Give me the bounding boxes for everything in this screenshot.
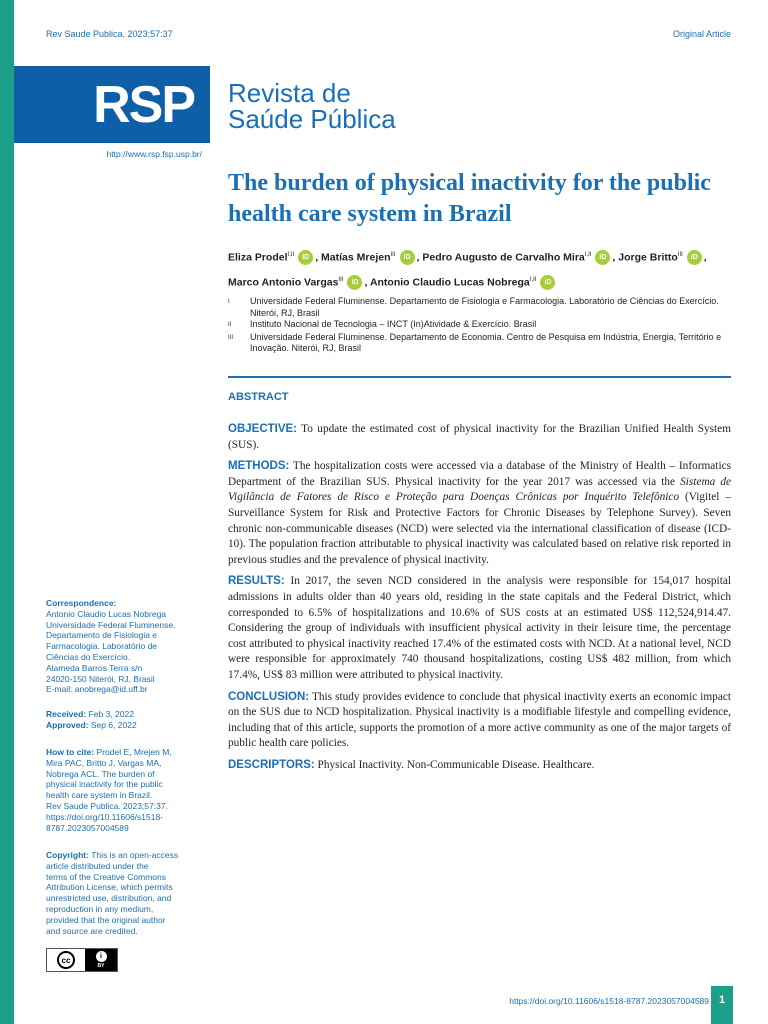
affiliations (228, 296, 728, 355)
author-name: Pedro Augusto de Carvalho Mira (422, 251, 585, 264)
author-name: Matías Mrejen (321, 251, 391, 264)
cite-line: Nobrega ACL. The burden of (46, 768, 155, 779)
affiliation-text: Universidade Federal Fluminense. Departamento de Economia. Centro de Pesquisa em Indústria, Energia, Território e Inovação. Niterói, RJ, Brasil (250, 331, 722, 353)
sidebar-line: 24020-150 Niterói, RJ, Brasil (46, 673, 155, 684)
author-affiliation-mark: III (338, 276, 344, 283)
received-line (46, 709, 191, 720)
orcid-icon[interactable]: iD (595, 250, 610, 265)
article-type: Original Article (672, 29, 731, 39)
copyright-label: Copyright: (46, 850, 89, 860)
copyright-line: reproduction in any medium, (46, 903, 154, 914)
abstract-divider (228, 376, 731, 378)
journal-name-line1: Revista de (228, 78, 351, 108)
conclusion-text: This study provides evidence to conclude that physical inactivity exerts an economic impact on the SUS due to NCD hospitalization. Physical inactivity is a modifiable lifestyle and compelling evidence, including that of this article, supports the promotion of a more active community as one of the major targets of public health care policies. (228, 690, 731, 750)
abstract-body (228, 422, 731, 779)
journal-logo-text: RSP (93, 75, 194, 134)
author-list (228, 244, 733, 293)
sidebar-line: Ciências do Exercício. (46, 651, 131, 662)
cite-line: Mira PAC, Britto J, Vargas MA, (46, 757, 162, 768)
cc-badge-right (85, 949, 117, 971)
page-number: 1 (711, 986, 733, 1024)
approved-label: Approved: (46, 719, 89, 730)
left-accent-bar (0, 0, 14, 1024)
conclusion-label: CONCLUSION: (228, 690, 310, 703)
footer-doi-link[interactable]: https://doi.org/10.11606/s1518-8787.2023057004589 (509, 996, 709, 1006)
approved-line (46, 720, 191, 731)
author-separator: , (315, 251, 322, 264)
copyright-block (46, 850, 191, 936)
journal-logo (14, 66, 210, 143)
copyright-line: This is an open-access (91, 850, 179, 860)
orcid-icon[interactable]: iD (400, 250, 415, 265)
results-label: RESULTS: (228, 575, 285, 588)
affiliation-item (228, 296, 728, 319)
abstract-heading: ABSTRACT (228, 391, 289, 403)
copyright-line: terms of the Creative Commons (46, 871, 166, 882)
affiliation-item (228, 332, 728, 355)
cite-line: health care system in Brazil. (46, 790, 153, 801)
author-separator: , (703, 251, 707, 264)
article-title: The burden of physical inactivity for the public health care system in Brazil (228, 170, 711, 227)
author-affiliation-mark: III (390, 252, 396, 258)
affiliation-text: Universidade Federal Fluminense. Departamento de Fisiologia e Farmacologia. Laboratório de Ciências do Exercício. Niterói, RJ, Brasil (250, 296, 719, 318)
journal-url-link[interactable]: http://www.rsp.fsp.usp.br/ (106, 149, 202, 159)
cc-by-license-badge[interactable] (46, 948, 118, 972)
affiliation-item (228, 319, 728, 332)
correspondence-block (46, 598, 191, 695)
cite-line: physical inactivity for the public (46, 779, 163, 790)
sidebar-line: E-mail: anobrega@id.uff.br (46, 684, 148, 695)
approved-date: Sep 6, 2022 (90, 719, 137, 730)
methods-label: METHODS: (228, 460, 290, 473)
abstract-conclusion (228, 690, 731, 752)
orcid-icon[interactable]: iD (347, 275, 362, 290)
author-name: Jorge Britto (618, 251, 678, 264)
objective-label: OBJECTIVE: (228, 423, 298, 435)
affiliation-mark: II (228, 322, 232, 328)
abstract-objective (228, 422, 731, 453)
dates-block (46, 709, 191, 731)
journal-name-line2: Saúde Pública (228, 104, 396, 134)
sidebar-line: Antonio Claudio Lucas Nobrega (46, 608, 167, 619)
author-separator: , (612, 251, 619, 264)
author-affiliation-mark: I,II (287, 252, 295, 258)
received-label: Received: (46, 709, 87, 719)
correspondence-lines (46, 609, 191, 695)
methods-text-pre: The hospitalization costs were accessed via a database of the Ministry of Health – Informatics Department of the Brazilian SUS. Physical inactivity for the year 2017 was accessed via the (228, 460, 731, 488)
author-name: Antonio Claudio Lucas Nobrega (369, 276, 530, 288)
results-text: In 2017, the seven NCD considered in the analysis were responsible for 154,017 hospital admissions in adults older than 40 years old, residing in the state capitals and the Federal District, which corresponded to 6.5% of hospitalizations and 10.6% of SUS costs at an estimated US$ 112,524,914.47. Considering the group of individuals with insufficient physical activity in their leisure time, the percentage cost attributed to physical inactivity reached 17.4% of the estimated costs with NCD. At a national level, NCD were responsible for approximately 740 thousand hospitalizations, costing US$ 482 million, from which 17.4%, US$ 83 million were attributed to physical inactivity. (228, 575, 731, 681)
sidebar-line: Universidade Federal Fluminense. (46, 619, 176, 630)
creative-commons-icon: cc (57, 951, 75, 969)
abstract-methods (228, 459, 731, 568)
attribution-person-icon: i (96, 951, 107, 962)
affiliation-mark: I (228, 299, 230, 305)
affiliation-text: Instituto Nacional de Tecnologia – INCT (In)Atividade & Exercício. Brasil (250, 319, 537, 329)
copyright-line: and source are credited. (46, 925, 138, 936)
orcid-icon[interactable]: iD (687, 250, 702, 265)
received-date: Feb 3, 2022 (88, 709, 134, 719)
methods-text-post: (Vigitel – Surveillance System for Risk and Protective Factors for Chronic Diseases by Telephone Survey). Seven chronic non-communicable diseases (NCD) were selected via the international classification of disease (ICD-10). The population fraction attributable to physical inactivity was calculated based on relative risk reported in previous studies and the prevalence of physical inactivity. (228, 491, 731, 566)
author-name: Eliza Prodel (228, 251, 288, 264)
objective-text: To update the estimated cost of physical inactivity for the Brazilian Unified Health System (SUS). (228, 423, 731, 451)
copyright-line: Attribution License, which permits (46, 882, 173, 893)
descriptors-text: Physical Inactivity. Non-Communicable Disease. Healthcare. (317, 758, 595, 771)
sidebar-line: Alameda Barros Terra s/n (46, 662, 143, 673)
cite-line: https://doi.org/10.11606/s1518- (46, 811, 164, 822)
copyright-line: article distributed under the (46, 860, 149, 871)
abstract-results (228, 574, 731, 683)
copyright-line: unrestricted use, distribution, and (46, 893, 172, 904)
orcid-icon[interactable]: iD (540, 275, 555, 290)
cite-line: Rev Saude Publica. 2023;57:37. (46, 800, 168, 811)
author-separator: , (416, 251, 423, 264)
affiliation-mark: III (228, 334, 234, 341)
author-affiliation-mark: I,II (584, 252, 592, 258)
methods-text-italic: Sistema de Vigilância de Fatores de Risco e Proteção para Doenças Crônicas por Inquérito Telefônico (228, 475, 731, 504)
how-to-cite-block (46, 747, 191, 833)
author-separator: , (364, 276, 370, 288)
journal-name (228, 80, 396, 132)
author-name: Marco Antonio Vargas (228, 276, 339, 288)
sidebar-line: Departamento de Fisiologia e (46, 630, 158, 641)
by-label: BY (97, 963, 105, 969)
author-affiliation-mark: III (677, 252, 683, 258)
author-affiliation-mark: I,II (529, 276, 537, 283)
copyright-line: provided that the original author (46, 914, 166, 925)
correspondence-label: Correspondence: (46, 598, 117, 608)
how-to-cite-label: How to cite: (46, 747, 95, 757)
cc-badge-left (47, 949, 85, 971)
orcid-icon[interactable]: iD (298, 250, 313, 265)
cite-line: Prodel E, Mrejen M, (96, 747, 172, 757)
sidebar-line: Farmacologia. Laboratório de (46, 641, 158, 652)
descriptors-label: DESCRIPTORS: (228, 758, 315, 771)
abstract-descriptors (228, 758, 731, 774)
running-citation: Rev Saude Publica. 2023;57:37 (46, 29, 173, 39)
cite-line: 8787.2023057004589 (46, 822, 129, 833)
